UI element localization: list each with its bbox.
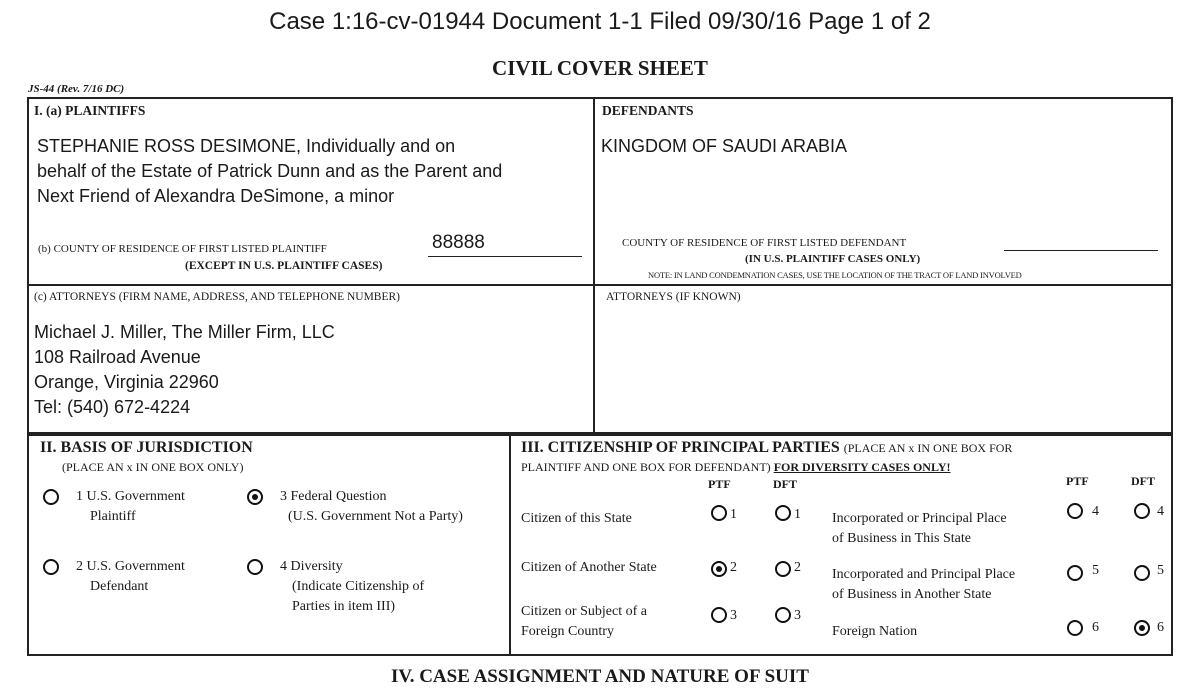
attorney-line-4: Tel: (540) 672-4224 — [34, 397, 191, 417]
column-divider-bottom — [509, 434, 511, 656]
dft-num-4: 4 — [1157, 504, 1164, 519]
ptf-radio-2[interactable] — [711, 561, 727, 577]
citizenship-note-2: PLAINTIFF AND ONE BOX FOR DEFENDANT) — [521, 460, 771, 474]
citizenship-heading — [521, 439, 1012, 457]
plaintiff-line-1: STEPHANIE ROSS DESIMONE, Individually and on — [37, 136, 456, 156]
dft-radio-2[interactable] — [775, 561, 791, 577]
defendant-county-label: COUNTY OF RESIDENCE OF FIRST LISTED DEFENDANT — [622, 237, 907, 249]
ptf-radio-5[interactable] — [1067, 565, 1083, 581]
jurisdiction-radio-3[interactable] — [247, 489, 263, 505]
ptf-radio-1[interactable] — [711, 505, 727, 521]
jurisdiction-label: II. BASIS OF JURISDICTION — [40, 439, 253, 456]
plaintiff-line-3: Next Friend of Alexandra DeSimone, a minor — [37, 186, 395, 206]
jurisdiction-radio-2[interactable] — [43, 559, 59, 575]
land-condemnation-note: NOTE: IN LAND CONDEMNATION CASES, USE THE LOCATION OF THE TRACT OF LAND INVOLVED — [648, 270, 1022, 280]
section-iv-heading: IV. CASE ASSIGNMENT AND NATURE OF SUIT — [391, 666, 809, 687]
column-divider-top — [593, 97, 595, 434]
dft-radio-1[interactable] — [775, 505, 791, 521]
jurisdiction-option-2: 2 U.S. Government Defendant — [76, 559, 185, 594]
ptf-num-2: 2 — [730, 560, 737, 575]
jurisdiction-option-3: 3 Federal Question (U.S. Government Not a Party) — [280, 489, 463, 524]
jurisdiction-radio-4[interactable] — [247, 559, 263, 575]
plaintiff-county-underline — [428, 256, 582, 257]
jurisdiction-option-1: 1 U.S. Government Plaintiff — [76, 489, 185, 524]
dft-header-left: DFT — [773, 477, 797, 491]
dft-radio-4[interactable] — [1134, 503, 1150, 519]
attorney-line-1: Michael J. Miller, The Miller Firm, LLC — [34, 322, 335, 342]
citizenship-row-foreign-country: Citizen or Subject of a Foreign Country — [521, 604, 647, 639]
defendant-name: KINGDOM OF SAUDI ARABIA — [601, 136, 848, 156]
citizenship-label: III. CITIZENSHIP OF PRINCIPAL PARTIES — [521, 439, 840, 456]
citizenship-row-incorporated-this-state: Incorporated or Principal Place of Business in This State — [832, 511, 1007, 546]
ptf-radio-4[interactable] — [1067, 503, 1083, 519]
document-title: CIVIL COVER SHEET — [492, 56, 708, 80]
ptf-radio-6[interactable] — [1067, 620, 1083, 636]
citizenship-row-another-state: Citizen of Another State — [521, 560, 657, 575]
attorney-line-2: 108 Railroad Avenue — [34, 347, 201, 367]
case-header: Case 1:16-cv-01944 Document 1-1 Filed 09/30/16 Page 1 of 2 — [269, 8, 931, 35]
row-divider-attorneys — [27, 284, 1173, 286]
diversity-only-note: FOR DIVERSITY CASES ONLY! — [773, 460, 951, 474]
dft-num-3: 3 — [794, 608, 801, 623]
plaintiff-line-2: behalf of the Estate of Patrick Dunn and as the Parent and — [37, 161, 503, 181]
citizenship-row-this-state: Citizen of this State — [521, 511, 632, 526]
defendant-county-note: (IN U.S. PLAINTIFF CASES ONLY) — [745, 253, 921, 265]
dft-radio-3[interactable] — [775, 607, 791, 623]
plaintiff-attorneys-label: (c) ATTORNEYS (FIRM NAME, ADDRESS, AND TELEPHONE NUMBER) — [34, 291, 400, 303]
citizenship-row-foreign-nation: Foreign Nation — [832, 624, 918, 639]
dft-num-2: 2 — [794, 560, 801, 575]
plaintiffs-label: I. (a) PLAINTIFFS — [34, 103, 146, 118]
plaintiff-county-label: (b) COUNTY OF RESIDENCE OF FIRST LISTED PLAINTIFF — [38, 243, 327, 255]
dft-num-1: 1 — [794, 507, 801, 522]
ptf-num-3: 3 — [730, 608, 737, 623]
dft-radio-6[interactable] — [1134, 620, 1150, 636]
ptf-radio-3[interactable] — [711, 607, 727, 623]
dft-num-5: 5 — [1157, 563, 1164, 578]
citizenship-row-incorporated-another-state: Incorporated and Principal Place of Business in Another State — [832, 567, 1016, 602]
dft-radio-5[interactable] — [1134, 565, 1150, 581]
ptf-num-6: 6 — [1092, 620, 1099, 635]
attorney-line-3: Orange, Virginia 22960 — [34, 372, 219, 392]
citizenship-note-1: (PLACE AN x IN ONE BOX FOR — [843, 441, 1013, 455]
plaintiff-county-note: (EXCEPT IN U.S. PLAINTIFF CASES) — [185, 260, 383, 272]
ptf-num-5: 5 — [1092, 563, 1099, 578]
plaintiff-county-value: 88888 — [432, 232, 485, 253]
dft-num-6: 6 — [1157, 620, 1164, 635]
defendant-county-underline — [1004, 250, 1158, 251]
ptf-header-right: PTF — [1066, 474, 1089, 488]
defendant-attorneys-label: ATTORNEYS (IF KNOWN) — [606, 291, 741, 303]
citizenship-subheading — [521, 460, 951, 475]
ptf-header-left: PTF — [708, 477, 731, 491]
jurisdiction-option-4: 4 Diversity (Indicate Citizenship of Parties in item III) — [280, 559, 425, 614]
ptf-num-1: 1 — [730, 507, 737, 522]
ptf-num-4: 4 — [1092, 504, 1099, 519]
form-id: JS-44 (Rev. 7/16 DC) — [28, 83, 125, 95]
jurisdiction-radio-1[interactable] — [43, 489, 59, 505]
dft-header-right: DFT — [1131, 474, 1155, 488]
defendants-label: DEFENDANTS — [602, 103, 694, 118]
jurisdiction-note: (PLACE AN x IN ONE BOX ONLY) — [62, 460, 244, 474]
